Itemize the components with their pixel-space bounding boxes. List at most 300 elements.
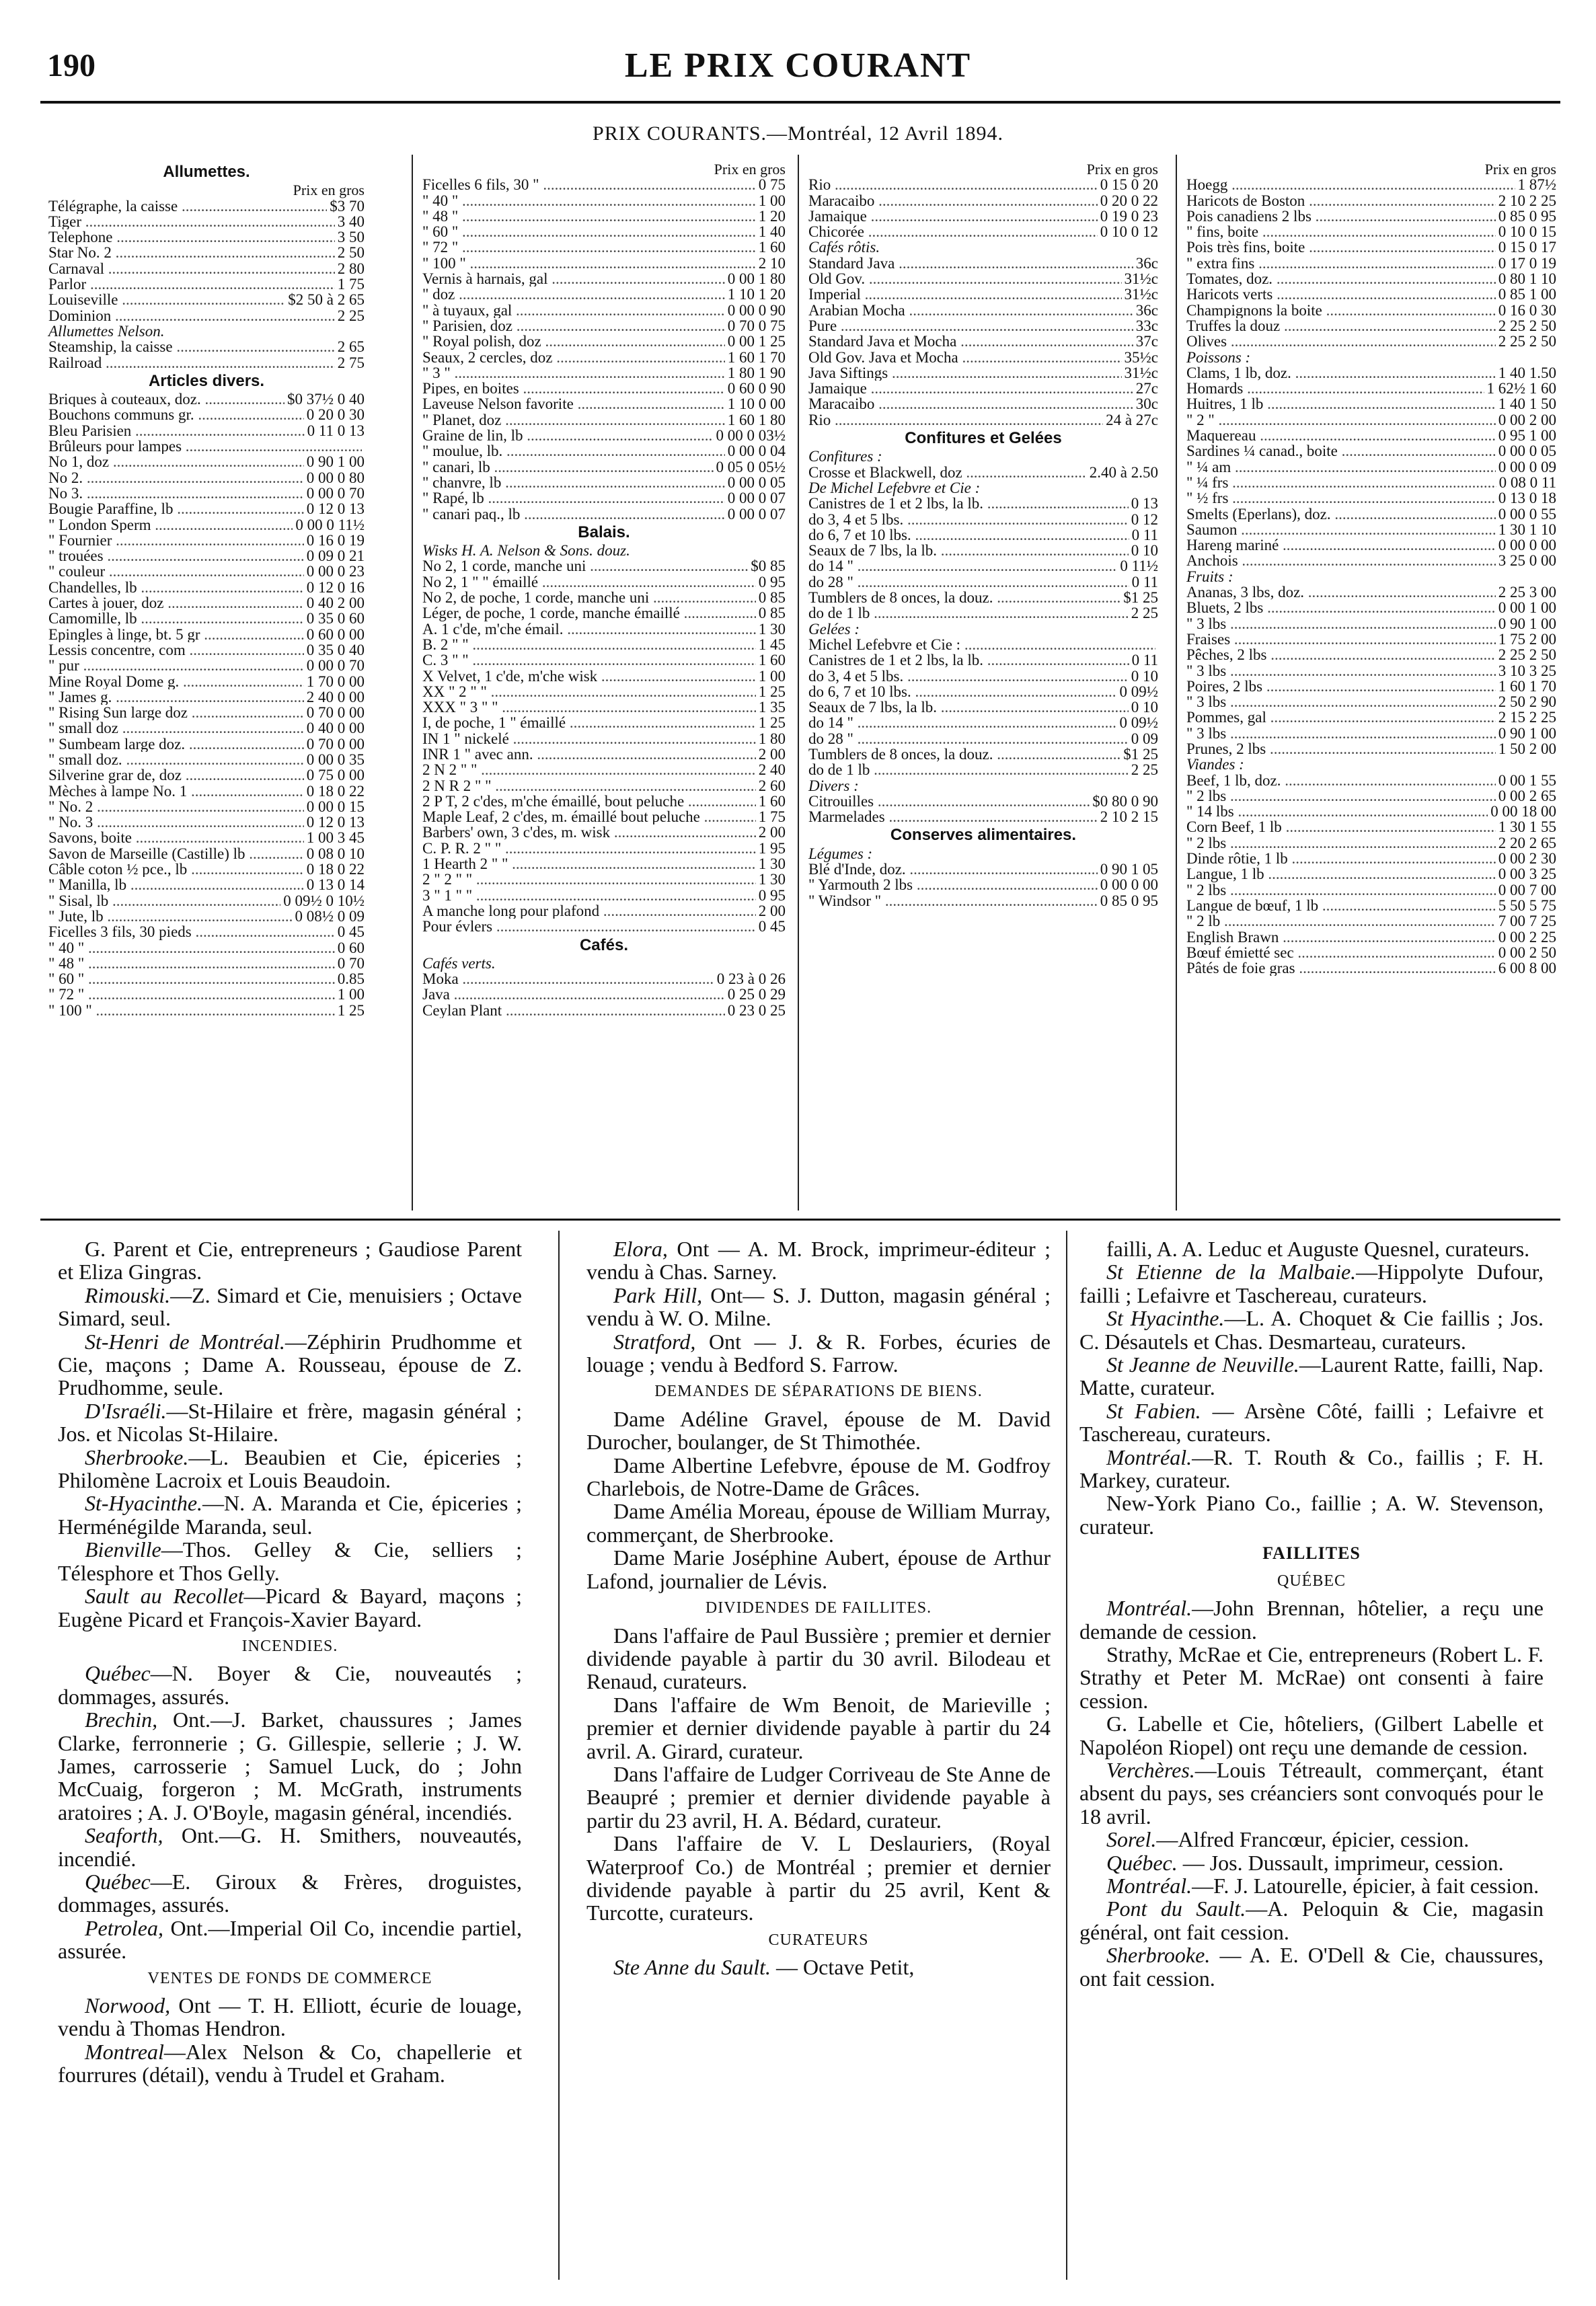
item-name: XXX " 3 " " ..... [422, 699, 756, 715]
item-price: 0 85 [758, 590, 786, 606]
item-price: 0 18 0 22 [306, 861, 365, 878]
price-column-header: Prix en gros [293, 182, 365, 199]
price-row [48, 245, 365, 260]
item-price: 2 10 [758, 255, 786, 272]
notice-paragraph [1079, 1399, 1544, 1446]
item-price: 0 10 [1131, 668, 1158, 684]
price-row [48, 533, 365, 548]
price-row [422, 506, 786, 522]
price-row [422, 762, 786, 777]
place-name: D'Israéli. [85, 1398, 167, 1423]
price-row [1186, 428, 1556, 443]
price-row [1186, 490, 1556, 506]
item-price: 5 50 5 75 [1498, 897, 1556, 914]
item-name: Bouchons communs gr. ..... [48, 407, 304, 422]
item-price: 27c [1135, 381, 1158, 397]
price-row [48, 752, 365, 767]
item-price: 0 08 0 10 [306, 845, 365, 862]
price-row [422, 490, 786, 506]
price-row [808, 193, 1158, 208]
price-row [422, 590, 786, 605]
item-name: " small doz. ..... [48, 752, 304, 767]
notice-paragraph [58, 1446, 522, 1492]
price-row [1186, 584, 1556, 600]
item-name: Pêches, 2 lbs ..... [1186, 647, 1496, 662]
item-price: 0 00 0 35 [306, 751, 365, 768]
price-row [422, 809, 786, 824]
item-price: 0 35 0 60 [306, 611, 365, 627]
item-price: 2 25 2 50 [1498, 647, 1556, 663]
item-name: Maracaibo ..... [808, 396, 1133, 412]
price-row [1186, 600, 1556, 615]
item-name: Moka ..... [422, 971, 714, 987]
item-price: 1 60 1 80 [727, 412, 786, 428]
price-row [1186, 224, 1556, 239]
notice-paragraph [586, 1832, 1051, 1925]
price-row [48, 391, 365, 407]
subsection-heading: Cafés rôtis. [808, 239, 880, 256]
notice-paragraph [586, 1237, 1051, 1284]
text-column-3 [1079, 1237, 1544, 1990]
item-price: 0 12 0 16 [306, 579, 365, 596]
price-row [48, 987, 365, 1002]
item-name: Mine Royal Dome g. ..... [48, 674, 304, 689]
notice-paragraph [58, 1708, 522, 1824]
item-name: " 100 " ..... [422, 256, 756, 271]
notice-paragraph [586, 1408, 1051, 1454]
price-row [808, 794, 1158, 809]
price-row [1186, 631, 1556, 647]
price-row [1186, 271, 1556, 286]
column-divider [1176, 155, 1177, 1210]
item-name: Haricots verts ..... [1186, 286, 1496, 302]
item-name: Olives ..... [1186, 334, 1496, 349]
item-name: " 72 " ..... [48, 987, 335, 1002]
item-name: Imperial ..... [808, 286, 1122, 302]
item-price: 1 95 [758, 840, 786, 857]
item-name: " No. 3 ..... [48, 814, 304, 830]
item-name: " Yarmouth 2 lbs ..... [808, 877, 1098, 892]
item-name: Câble coton ½ pce., lb ..... [48, 861, 304, 877]
item-price: 0 45 [758, 919, 786, 935]
item-price: 31½c [1124, 286, 1158, 303]
price-row [48, 470, 365, 486]
notice-paragraph [1079, 1712, 1544, 1759]
item-name: Truffes la douz ..... [1186, 318, 1496, 334]
item-price: 0 90 1 05 [1100, 861, 1158, 878]
item-price: 36c [1135, 255, 1158, 272]
price-row [808, 465, 1158, 480]
item-name: Fraises ..... [1186, 631, 1496, 647]
item-price: 1 00 [758, 192, 786, 208]
price-row [808, 861, 1158, 877]
item-price: 0 09½ [1119, 683, 1158, 700]
price-row [422, 824, 786, 840]
price-row [48, 783, 365, 799]
price-row [1186, 773, 1556, 788]
item-name: do 3, 4 et 5 lbs. ..... [808, 512, 1129, 527]
price-row [808, 365, 1158, 381]
item-price: 0 00 0 05 [727, 474, 786, 491]
item-name: " 3 " ..... [422, 365, 725, 381]
price-row [1186, 945, 1556, 960]
price-row [422, 731, 786, 746]
price-row [422, 778, 786, 794]
item-price: 0 00 2 00 [1498, 412, 1556, 428]
item-name: Rio ..... [808, 412, 1103, 428]
item-name: Télégraphe, la caisse ..... [48, 198, 327, 214]
price-row [422, 971, 786, 987]
item-name: Hareng mariné ..... [1186, 537, 1496, 553]
item-name: " James g. ..... [48, 689, 304, 705]
item-price: 0 75 [758, 177, 786, 193]
price-row [48, 214, 365, 229]
item-price: 1 40 1 50 [1498, 396, 1556, 412]
place-name: Bienville [85, 1537, 161, 1562]
notice-text: Ont.—J. Barket, chaussures ; James Clarke, ferronnerie ; G. Gillespie, sellerie ; J. W. James, carrosserie ; Samuel Luck, do ; John McCuaig, forgeron ; M. McGrath, instruments aratoires ; A. J. O'Boyle, magasin général, incendiés. [58, 1707, 522, 1824]
item-price: 3 25 0 00 [1498, 553, 1556, 569]
item-name: do 6, 7 et 10 lbs. ..... [808, 527, 1129, 543]
item-price: 1 30 1 55 [1498, 819, 1556, 835]
item-name: " 60 " ..... [48, 971, 335, 987]
table-bottom-rule [40, 1219, 1560, 1221]
price-row [1186, 866, 1556, 882]
price-row [422, 987, 786, 1002]
item-name: Vernis à harnais, gal ..... [422, 271, 725, 286]
item-price: 0 00 0 11½ [295, 516, 365, 533]
price-row [1186, 709, 1556, 725]
price-row [48, 705, 365, 720]
item-name: " 48 " ..... [422, 208, 756, 224]
item-price: 0 00 0 05 [1498, 443, 1556, 459]
price-row [1186, 819, 1556, 835]
notice-text: Dame Adéline Gravel, épouse de M. David Durocher, boulanger, de St Thimothée. [586, 1406, 1051, 1455]
price-row [1186, 663, 1556, 679]
item-name: No 2, 1 " " émaillé ..... [422, 574, 756, 590]
subsection-heading: Légumes : [808, 845, 873, 862]
item-price: 1 40 1.50 [1498, 364, 1556, 381]
notice-paragraph [58, 1870, 522, 1917]
notice-text: — Jos. Dussault, imprimeur, cession. [1177, 1850, 1504, 1875]
notice-text: Ont — J. & R. Forbes, écuries de louage ; vendu à Bedford S. Farrow. [586, 1329, 1051, 1377]
price-row [48, 909, 365, 924]
notice-text: —Alfred Francœur, épicier, cession. [1156, 1827, 1470, 1852]
item-name: " pur ..... [48, 658, 304, 673]
item-price: 0 17 0 19 [1498, 255, 1556, 272]
price-row [808, 256, 1158, 271]
column-divider [798, 155, 799, 1210]
price-row [1186, 365, 1556, 381]
item-name: " chanvre, lb ..... [422, 475, 725, 490]
notice-text: New-York Piano Co., faillie ; A. W. Stevenson, curateur. [1079, 1491, 1544, 1539]
item-name: Pois canadiens 2 lbs ..... [1186, 208, 1496, 224]
item-name: Bluets, 2 lbs ..... [1186, 600, 1496, 615]
place-name: Sherbrooke. [1106, 1943, 1211, 1968]
item-name: Tumblers de 8 onces, la douz. ..... [808, 746, 1120, 762]
price-row [1186, 239, 1556, 255]
item-price: 1 00 [758, 668, 786, 684]
section-heading: QUÉBEC [1277, 1572, 1346, 1590]
section-heading: VENTES DE FONDS DE COMMERCE [147, 1969, 432, 1987]
item-price: 0 15 0 20 [1100, 177, 1158, 193]
item-price: 0 20 0 22 [1100, 192, 1158, 208]
price-row [1186, 506, 1556, 522]
item-price: $1 25 [1123, 590, 1158, 606]
item-name: " extra fins ..... [1186, 256, 1496, 271]
item-price: 2 80 [337, 260, 365, 277]
item-price: 0 00 1 55 [1498, 772, 1556, 788]
item-name: " Sumbeam large doz. ..... [48, 736, 304, 752]
price-row [48, 501, 365, 516]
item-name: " 2 " ..... [1186, 412, 1496, 428]
notice-paragraph [58, 1284, 522, 1330]
notice-text: —N. A. Maranda et Cie, épiceries ; Herménégilde Maranda, seul. [58, 1491, 522, 1539]
price-row [1186, 318, 1556, 334]
item-price: 0 10 [1131, 699, 1158, 716]
price-row [808, 396, 1158, 412]
price-row [422, 428, 786, 443]
item-price: 0 10 [1131, 543, 1158, 559]
notice-text: —Thos. Gelley & Cie, selliers ; Télesphore et Thos Gelly. [58, 1537, 522, 1585]
item-price: 0 00 2 25 [1498, 929, 1556, 945]
item-price: 36c [1135, 302, 1158, 318]
item-name: Epingles à linge, bt. 5 gr ..... [48, 627, 304, 642]
item-name: No 2. ..... [48, 470, 304, 486]
item-price: $0 85 [751, 558, 786, 574]
item-name: Canistres de 1 et 2 lbs, la lb. ..... [808, 652, 1129, 668]
item-price: 1 25 [758, 715, 786, 731]
notice-text: —A. Peloquin & Cie, magasin général, ont fait cession. [1079, 1896, 1544, 1944]
item-name: " Fournier ..... [48, 533, 304, 548]
item-price: 2 25 3 00 [1498, 584, 1556, 601]
price-row [1186, 882, 1556, 898]
item-name: " 3 lbs ..... [1186, 663, 1496, 679]
price-row [422, 856, 786, 872]
item-name: Pois très fins, boite ..... [1186, 239, 1496, 255]
item-price: 0 00 2 65 [1498, 787, 1556, 804]
price-row [422, 605, 786, 621]
item-name: " 2 lbs ..... [1186, 882, 1496, 898]
item-price: 0 09 0 21 [306, 548, 365, 564]
price-row [48, 642, 365, 658]
section-heading: Cafés. [579, 935, 629, 954]
price-row [1186, 647, 1556, 662]
notice-text: —R. T. Routh & Co., faillis ; F. H. Markey, curateur. [1079, 1445, 1544, 1493]
item-price: 0 12 0 13 [306, 814, 365, 831]
price-row [48, 689, 365, 705]
item-name: Ceylan Plant ..... [422, 1003, 725, 1018]
item-name: " Manilla, lb ..... [48, 877, 304, 892]
item-price: $3 70 [330, 198, 365, 214]
item-name: 1 Hearth 2 " " ..... [422, 856, 756, 872]
price-row [1186, 459, 1556, 475]
price-row [808, 574, 1158, 590]
notice-paragraph [1079, 1944, 1544, 1990]
price-row [48, 767, 365, 783]
price-row [422, 365, 786, 381]
item-price: 2 75 [337, 354, 365, 371]
item-name: Railroad ..... [48, 355, 335, 371]
notice-text: — Arsène Côté, failli ; Lefaivre et Taschereau, curateurs. [1079, 1398, 1544, 1447]
item-price: 1 20 [758, 208, 786, 225]
item-name: Barbers' own, 3 c'des, m. wisk ..... [422, 824, 756, 840]
price-row [808, 208, 1158, 224]
subsection-heading: Gelées : [808, 620, 860, 638]
item-price: 2 60 [758, 777, 786, 794]
price-row [422, 224, 786, 239]
item-name: Hoegg ..... [1186, 177, 1515, 192]
notice-paragraph [586, 1624, 1051, 1693]
notice-text: — A. E. O'Dell & Cie, chaussures, ont fait cession. [1079, 1943, 1544, 1991]
item-price: 0 45 [337, 924, 365, 940]
item-price: 3 10 3 25 [1498, 662, 1556, 679]
item-price: 2 40 0 00 [306, 689, 365, 705]
item-price: 2 50 [337, 245, 365, 261]
price-row [422, 794, 786, 809]
price-row [1186, 396, 1556, 412]
item-name: Clams, 1 lb, doz. ..... [1186, 365, 1496, 381]
notice-text: —E. Giroux & Frères, droguistes, dommages, assurés. [58, 1869, 522, 1917]
item-price: 0 12 0 13 [306, 501, 365, 517]
notice-text: —F. J. Latourelle, épicier, à fait cession. [1192, 1873, 1540, 1898]
item-name: Tumblers de 8 onces, la douz. ..... [808, 590, 1120, 605]
price-row [422, 668, 786, 684]
notice-text: —Z. Simard et Cie, menuisiers ; Octave Simard, seul. [58, 1282, 522, 1331]
place-name: Verchères. [1106, 1757, 1195, 1782]
notice-paragraph [58, 1824, 522, 1870]
subsection-heading: Wisks H. A. Nelson & Sons. douz. [422, 542, 630, 560]
item-price: $0 80 0 90 [1092, 793, 1158, 810]
section-heading: Allumettes. [163, 163, 250, 181]
section-heading: DEMANDES DE SÉPARATIONS DE BIENS. [654, 1383, 983, 1401]
notice-text: —Zéphirin Prudhomme et Cie, maçons ; Dame A. Rousseau, épouse de Z. Prudhomme, seule. [58, 1329, 522, 1400]
item-price: 0 00 1 00 [1498, 600, 1556, 616]
price-column-4 [1186, 161, 1556, 976]
page-number: 190 [47, 48, 96, 83]
section-heading: Confitures et Gelées [905, 429, 1062, 448]
notice-text: —St-Hilaire et frère, magasin général ; Jos. et Nicolas St-Hilaire. [58, 1398, 522, 1447]
price-row [48, 423, 365, 438]
item-price: 0 13 [1131, 496, 1158, 512]
item-name: " canari paq., lb ..... [422, 506, 725, 522]
item-name: do 28 " ..... [808, 731, 1129, 746]
price-row [1186, 851, 1556, 866]
item-name: Poires, 2 lbs ..... [1186, 679, 1496, 694]
item-price: 31½c [1124, 364, 1158, 381]
price-row [48, 893, 365, 909]
item-price: 0 16 0 30 [1498, 302, 1556, 318]
item-price: 0 23 à 0 26 [716, 971, 786, 987]
price-row [48, 674, 365, 689]
notice-text: —Louis Tétreault, commerçant, étant absent du pays, ses créanciers sont convoqués pour le 18 avril. [1079, 1757, 1544, 1829]
price-row [422, 350, 786, 365]
item-name: Silverine grar de, doz ..... [48, 767, 304, 783]
item-name: Rio ..... [808, 177, 1098, 192]
item-name: 2 N R 2 " " ..... [422, 778, 756, 794]
price-row [422, 715, 786, 730]
section-heading: Conserves alimentaires. [890, 826, 1077, 845]
notice-paragraph [586, 1546, 1051, 1592]
section-heading: Balais. [578, 523, 630, 541]
item-name: Old Gov. Java et Mocha ..... [808, 350, 1122, 365]
item-price: 0 00 1 80 [727, 271, 786, 287]
price-column-3 [808, 161, 1158, 909]
item-name: do 6, 7 et 10 lbs. ..... [808, 684, 1117, 699]
item-name: IN 1 " nickelé ..... [422, 731, 756, 746]
item-name: Star No. 2 ..... [48, 245, 335, 260]
item-name: 2 N 2 " " ..... [422, 762, 756, 777]
place-name: Montréal. [1106, 1596, 1192, 1621]
subsection-heading: Viandes : [1186, 756, 1244, 773]
notice-paragraph [1079, 1260, 1544, 1307]
place-name: Québec [85, 1869, 151, 1894]
item-price: 1 35 [758, 699, 786, 716]
price-row [422, 396, 786, 412]
item-name: " Rising Sun large doz ..... [48, 705, 304, 720]
price-row [422, 652, 786, 668]
item-name: " 100 " ..... [48, 1003, 335, 1018]
item-price: 0 20 0 30 [306, 407, 365, 423]
notice-text: failli, A. A. Leduc et Auguste Quesnel, curateurs. [1106, 1237, 1530, 1261]
item-price: 1 25 [758, 683, 786, 700]
item-price: 1 60 [758, 652, 786, 668]
price-row [422, 318, 786, 334]
item-price: 0 00 0 00 [1498, 537, 1556, 553]
price-row [1186, 286, 1556, 302]
price-row [808, 809, 1158, 824]
item-name: Pommes, gal ..... [1186, 709, 1496, 725]
price-row [1186, 537, 1556, 553]
price-row [1186, 334, 1556, 349]
item-price: 0 10 0 12 [1100, 224, 1158, 240]
notice-text: —L. A. Choquet & Cie faillis ; Jos. C. Désautels et Chas. Desmarteau, curateurs. [1079, 1306, 1544, 1354]
item-name: Maquereau ..... [1186, 428, 1496, 443]
price-row [48, 517, 365, 533]
price-row [1186, 960, 1556, 976]
item-price: 0 75 0 00 [306, 767, 365, 783]
item-price: 1 87½ [1517, 177, 1556, 193]
notice-paragraph [58, 1917, 522, 1963]
price-row [1186, 193, 1556, 208]
notice-paragraph [1079, 1828, 1544, 1851]
price-column-header: Prix en gros [714, 161, 786, 178]
page-title: LE PRIX COURANT [624, 46, 972, 85]
item-name: Jamaique ..... [808, 208, 1098, 224]
place-name: Brechin, [85, 1707, 158, 1732]
item-price: 0 18 0 22 [306, 783, 365, 799]
section-heading: DIVIDENDES DE FAILLITES. [705, 1599, 932, 1617]
item-name: Brûleurs pour lampes ..... [48, 438, 362, 454]
item-price: 0 00 18 00 [1490, 804, 1556, 820]
price-row [808, 271, 1158, 286]
notice-text: —L. Beaubien et Cie, épiceries ; Philomène Lacroix et Louis Beaudoin. [58, 1445, 522, 1493]
item-name: " 40 " ..... [48, 940, 335, 956]
column-divider [1066, 1231, 1067, 2280]
item-name: C. 3 " " ..... [422, 652, 756, 668]
price-row [808, 334, 1158, 349]
place-name: Petrolea, [85, 1915, 163, 1940]
item-price: 0 85 0 95 [1498, 208, 1556, 225]
item-price: 0 05 0 05½ [716, 459, 786, 475]
item-price: 1 62½ 1 60 [1486, 381, 1556, 397]
item-name: " Royal polish, doz ..... [422, 334, 725, 349]
price-row [1186, 208, 1556, 224]
notice-paragraph [58, 1538, 522, 1584]
item-name: Camomille, lb ..... [48, 611, 304, 626]
item-name: do de 1 lb ..... [808, 605, 1129, 621]
notice-paragraph [58, 1399, 522, 1446]
item-name: " Jute, lb ..... [48, 909, 293, 924]
